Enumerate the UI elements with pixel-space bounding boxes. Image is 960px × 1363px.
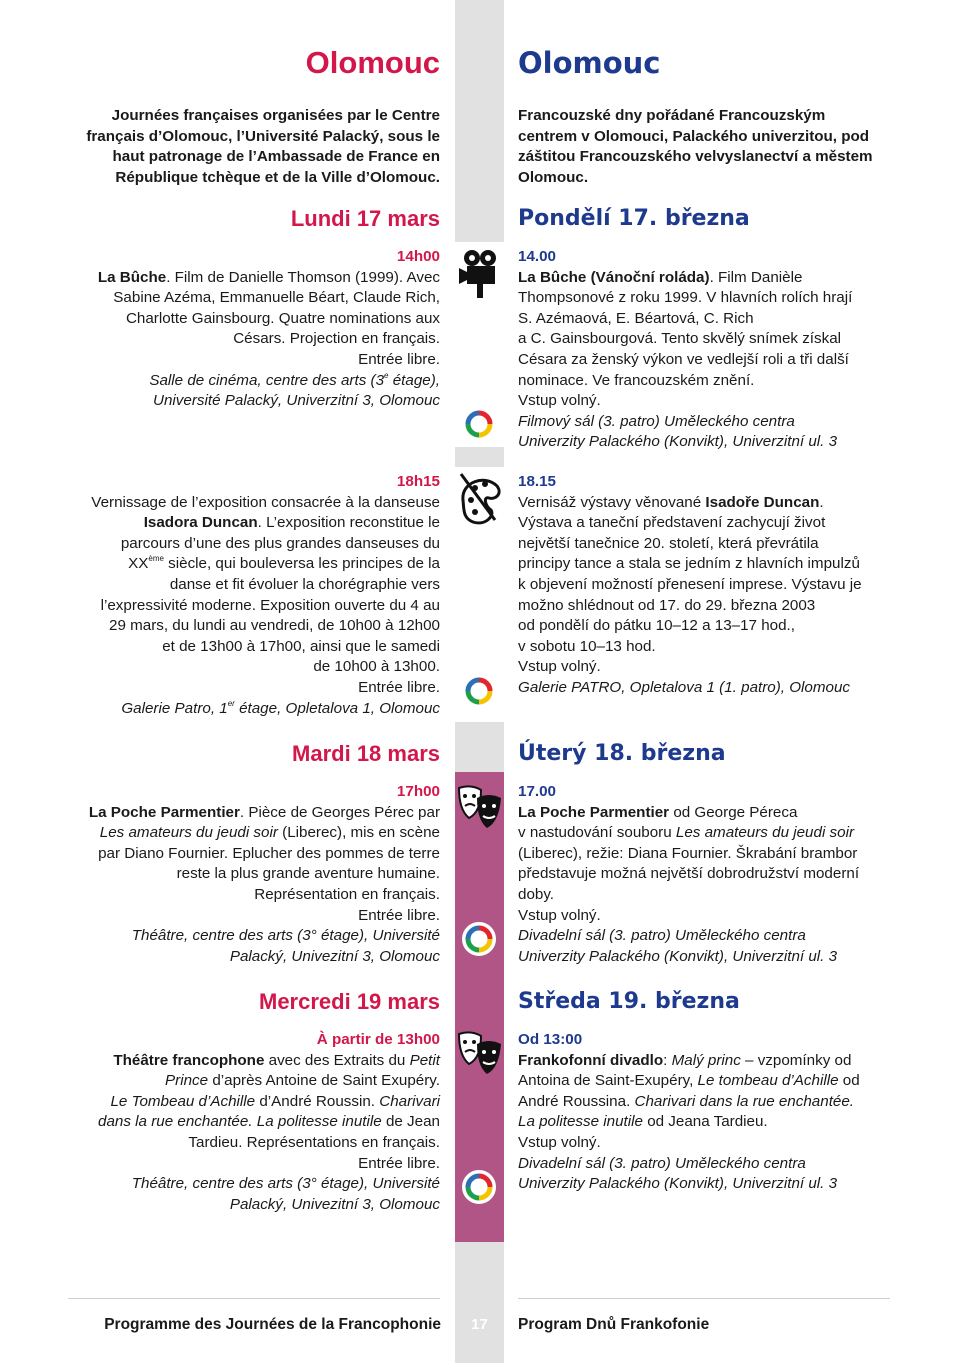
footer-title-fr: Programme des Journées de la Francophonie [104,1316,441,1333]
event-line: nominace. Ve francouzském znění. [518,371,755,389]
event-title: Frankofonní divadlo [518,1051,664,1069]
event-line [68,1051,440,1072]
event-line: doby. [518,885,555,903]
event-title: La Poche Parmentier [518,803,670,821]
event-line [518,803,890,824]
intro-line: záštitou Francouzského velvyslanectví a městem [518,148,873,166]
footer-divider [518,1298,890,1299]
day-heading: Mercredi 19 mars [259,989,440,1014]
event-text: v nastudování souboru [518,824,676,842]
day-heading: Úterý 18. března [518,741,726,766]
intro-line: Francouzské dny pořádané Francouzským [518,107,826,124]
event-text: (Liberec), mis en scène [277,824,440,842]
event-line: Sabine Azéma, Emmanuelle Béart, Claude Rich, [113,289,440,307]
event-line: Entrée libre. [358,350,440,368]
event-text: od Jeana Tardieu. [642,1113,768,1131]
event-line: par Diano Fournier. Eplucher des pommes de terre [98,844,440,862]
day-heading: Mardi 18 mars [292,741,440,766]
event-text: . Film Danièle [709,268,803,286]
event-time: À partir de 13h00 [316,1031,440,1048]
event-exhibition [68,472,440,719]
work-title: Les amateurs du jeudi soir [675,824,855,842]
francophonie-logo-icon [462,1170,496,1204]
event-time: 18h15 [396,473,440,490]
work-title: dans la rue enchantée. La politesse inutile [98,1113,382,1131]
event-text: d’après Antoine de Saint Exupéry. [208,1072,440,1090]
event-line [68,554,440,575]
event-line: de 10h00 à 13h00. [313,658,440,676]
work-title: Le tombeau d’Achille [697,1072,839,1090]
event-text: . Film de Danielle Thomson (1999). Avec [166,268,440,286]
event-place [68,699,440,720]
event-line [518,1112,890,1133]
event-line: Entrée libre. [358,1154,440,1172]
event-line: Entrée libre. [358,906,440,924]
event-line: Vstup volný. [518,1133,601,1151]
event-line: Charlotte Gainsbourg. Quatre nominations aux [125,309,440,327]
event-text: d’André Roussin. [255,1092,380,1110]
event-line [68,513,440,534]
place-text: Galerie Patro, 1 [121,699,228,717]
place-text: étage), [388,371,440,389]
event-line: možno shlédnout od 17. do 29. března 2003 [518,596,816,614]
event-text: XX [128,555,149,573]
event-time: 17h00 [396,783,440,800]
event-theatre-francophone [68,1030,440,1215]
intro-cz [518,106,890,188]
event-line: největší tanečnice 20. století, která převrátila [518,534,819,552]
event-film [68,247,440,412]
event-theatre [68,782,440,967]
event-place: Univerzity Palackého (Konvikt), Univerzitní ul. 3 [518,433,838,451]
event-line: Entrée libre. [358,678,440,696]
event-line: principy tance a stala se jedním z hlavních impulzů [518,555,860,573]
event-line: Výstava a taneční představení zachycují život [518,514,826,532]
page-title-cz: Olomouc [518,46,661,80]
event-place: Théâtre, centre des arts (3° étage), Université [131,1175,440,1193]
event-place: Palacký, Univezitní 3, Olomouc [229,947,440,965]
event-place: Univerzity Palackého (Konvikt), Univerzitní ul. 3 [518,1175,838,1193]
intro-line: Olomouc. [518,168,589,186]
event-line: Thompsonové z roku 1999. V hlavních rolích hrají [518,289,853,307]
event-text: od [838,1072,860,1090]
place-text: étage, Opletalova 1, Olomouc [234,699,440,717]
superscript: e [384,370,389,380]
event-text: de Jean [381,1113,440,1131]
event-title: La Bûche (Vánoční roláda) [518,268,710,286]
palette-icon [455,470,504,530]
intro-line: haut patronage de l’Ambassade de France en [112,148,440,166]
event-line: S. Azémaová, E. Béartová, C. Rich [518,309,754,327]
superscript: ème [148,554,164,564]
event-line [68,823,440,844]
event-title: La Bûche [97,268,167,286]
event-line [68,803,440,824]
event-text: Antoina de Saint-Exupéry, [518,1072,698,1090]
footer-divider [68,1298,440,1299]
event-line: l’expressivité moderne. Exposition ouverte du 4 au [100,596,440,614]
event-line [68,1092,440,1113]
event-place: Théâtre, centre des arts (3° étage), Université [131,927,440,945]
event-theatre [518,782,890,967]
event-place: Divadelní sál (3. patro) Uměleckého centra [518,927,806,945]
event-text: – vzpomínky od [740,1051,852,1069]
event-text: André Roussina. [518,1092,635,1110]
event-line: Césara za ženský výkon ve vedlejší roli a tři další [518,350,849,368]
film-camera-icon [455,244,504,304]
event-place: Galerie PATRO, Opletalova 1 (1. patro), Olomouc [518,678,851,696]
event-text: . Pièce de Georges Pérec par [239,803,440,821]
event-line: k objevení možností přenesení imprese. Výstavu je [518,575,862,593]
event-line: představuje možná největší dobrodružství moderní [518,865,860,883]
intro-line: centrem v Olomouci, Palackého univerzitou, pod [518,127,870,145]
event-theatre-francophone [518,1030,890,1195]
work-title: Charivari [379,1092,440,1110]
event-place: Divadelní sál (3. patro) Uměleckého centra [518,1154,806,1172]
work-title: Les amateurs du jeudi soir [99,824,278,842]
intro-fr [68,106,440,188]
intro-line: Journées françaises organisées par le Centre [111,107,440,124]
work-title: Le Tombeau d’Achille [110,1092,256,1110]
page-title-fr: Olomouc [305,45,440,80]
event-line: parcours d’une des plus grandes danseuses du [120,534,440,552]
event-line [518,823,890,844]
event-time: Od 13:00 [518,1031,583,1048]
event-text: . [819,493,824,511]
event-line: (Liberec), režie: Diana Fournier. Škrabání brambor [518,844,858,862]
event-line: v sobotu 10–13 hod. [518,637,656,655]
event-time: 17.00 [518,783,557,800]
work-title: Malý princ [671,1051,741,1069]
event-line: Vstup volný. [518,906,601,924]
intro-line: République tchèque et de la Ville d’Olomouc. [115,168,440,186]
event-line: et de 13h00 à 17h00, ainsi que le samedi [162,637,440,655]
event-text: avec des Extraits du [264,1051,410,1069]
event-line: a C. Gainsbourgová. Tento skvělý snímek získal [518,330,842,348]
event-line: danse et fit évoluer la chorégraphie vers [169,575,440,593]
work-title: Petit [409,1051,440,1069]
superscript: er [227,698,235,708]
person-name: Isadora Duncan [143,514,258,532]
event-title: Théâtre francophone [113,1051,265,1069]
page-number: 17 [471,1316,488,1333]
event-text: siècle, qui bouleversa les principes de la [163,555,440,573]
francophonie-logo-icon [462,407,496,441]
event-time: 14.00 [518,248,557,265]
event-place: Université Palacký, Univerzitní 3, Olomouc [153,392,440,410]
day-heading: Středa 19. března [518,989,740,1014]
place-text: Salle de cinéma, centre des arts (3 [149,371,385,389]
event-line [68,1071,440,1092]
event-line: 29 mars, du lundi au vendredi, de 10h00 à 12h00 [109,617,440,635]
event-time: 14h00 [396,248,440,265]
event-line: Tardieu. Représentations en français. [188,1133,440,1151]
event-line [518,268,890,289]
event-film [518,247,890,453]
event-line [518,493,890,514]
day-heading: Pondělí 17. března [518,206,750,231]
event-text: od George Péreca [669,803,798,821]
event-line: Césars. Projection en français. [233,330,440,348]
event-line [68,1112,440,1133]
event-line [518,1071,890,1092]
event-time: 18.15 [518,473,557,490]
event-text: . L’exposition reconstitue le [257,514,440,532]
work-title: La politesse inutile [518,1113,643,1131]
day-heading: Lundi 17 mars [290,206,440,231]
event-place [68,371,440,392]
person-name: Isadoře Duncan [705,493,820,511]
event-line: Représentation en français. [254,885,440,903]
event-title: La Poche Parmentier [88,803,240,821]
strip-segment [455,0,504,242]
event-line [68,268,440,289]
footer-title-cz: Program Dnů Frankofonie [518,1316,710,1333]
work-title: Charivari dans la rue enchantée. [634,1092,855,1110]
theatre-masks-icon [455,780,504,840]
event-text: : [663,1051,672,1069]
event-place: Univerzity Palackého (Konvikt), Univerzitní ul. 3 [518,947,838,965]
event-line: reste la plus grande aventure humaine. [176,865,440,883]
event-exhibition [518,472,890,699]
theatre-masks-icon [455,1026,504,1086]
event-line [518,1092,890,1113]
event-line: od pondělí do pátku 10–12 a 13–17 hod., [518,617,795,635]
francophonie-logo-icon [462,922,496,956]
event-place: Filmový sál (3. patro) Uměleckého centra [518,412,795,430]
event-line [518,1051,890,1072]
work-title: Prince [165,1072,209,1090]
francophonie-logo-icon [462,674,496,708]
event-line: Vstup volný. [518,392,601,410]
event-place: Palacký, Univezitní 3, Olomouc [229,1195,440,1213]
event-line: Vernissage de l’exposition consacrée à la danseuse [91,493,440,511]
event-text: Vernisáž výstavy věnované [518,493,706,511]
intro-line: français d’Olomouc, l’Université Palacký, sous le [86,127,440,145]
event-line: Vstup volný. [518,658,601,676]
